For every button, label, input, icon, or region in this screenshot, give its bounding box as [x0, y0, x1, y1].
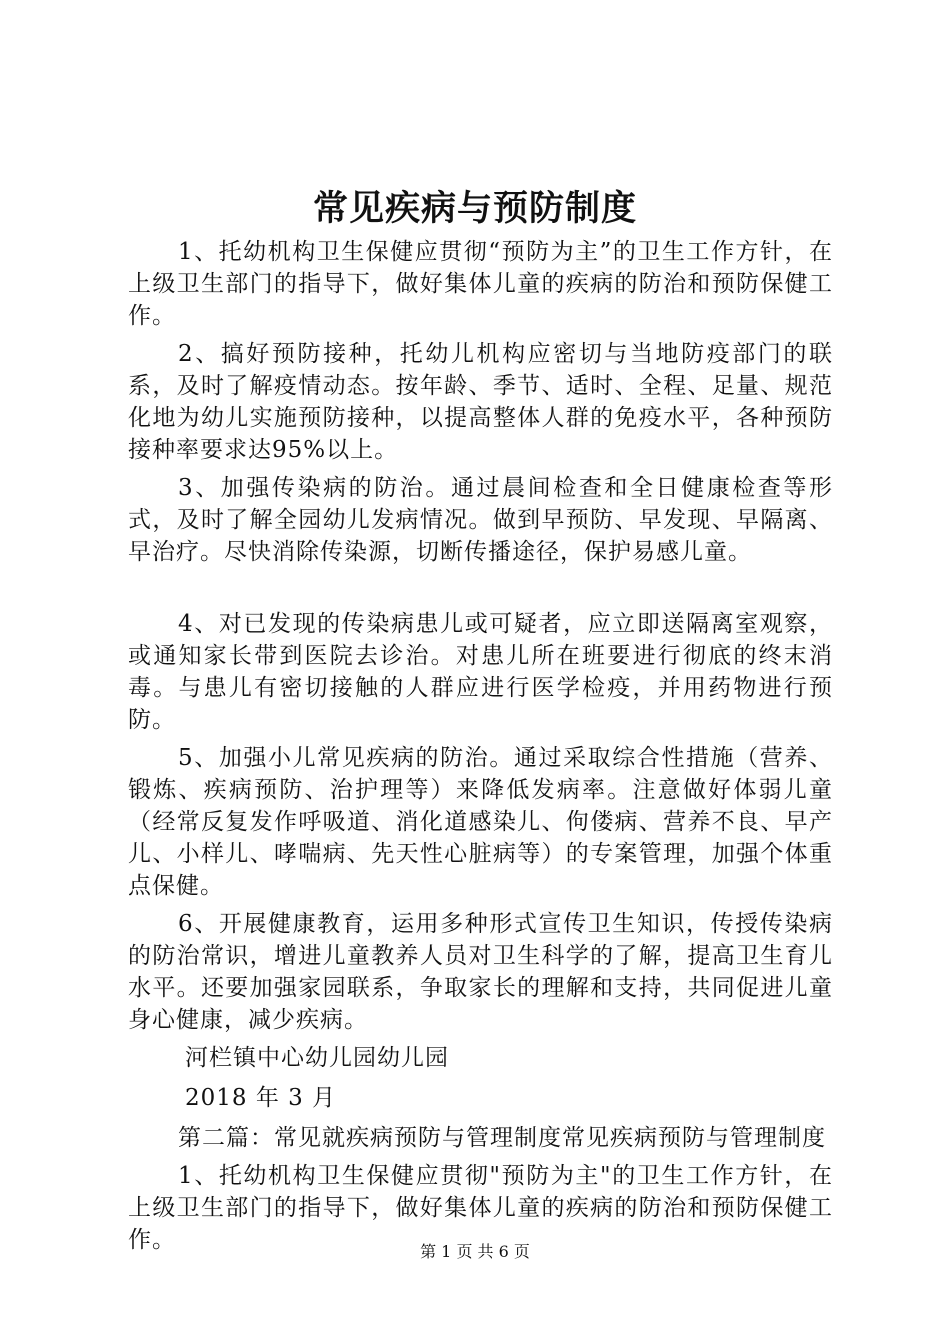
paragraph-5: 5、加强小儿常见疾病的防治。通过采取综合性措施（营养、锻炼、疾病预防、治护理等）来降低发病率。注意做好体弱儿童（经常反复发作呼吸道、消化道感染儿、佝偻病、营养不良、早产儿、小样儿、哮喘病、先天性心脏病等）的专案管理，加强个体重点保健。	[128, 745, 833, 899]
paragraph-2: 2、搞好预防接种，托幼儿机构应密切与当地防疫部门的联系，及时了解疫情动态。按年龄、季节、适时、全程、足量、规范化地为幼儿实施预防接种，以提高整体人群的免疫水平，各种预防接种率要求达95%以上。	[128, 341, 833, 463]
second-section-heading: 第二篇：常见就疾病预防与管理制度常见疾病预防与管理制度	[178, 1125, 826, 1151]
paragraph-3: 3、加强传染病的防治。通过晨间检查和全日健康检查等形式，及时了解全园幼儿发病情况。做到早预防、早发现、早隔离、早治疗。尽快消除传染源，切断传播途径，保护易感儿童。	[128, 475, 833, 565]
paragraph-1: 1、托幼机构卫生保健应贯彻“预防为主”的卫生工作方针，在上级卫生部门的指导下，做好集体儿童的疾病的防治和预防保健工作。	[128, 239, 833, 329]
document-title: 常见疾病与预防制度	[312, 188, 637, 229]
page-number-footer: 第 1 页 共 6 页	[420, 1242, 530, 1261]
second-section-paragraph-1: 1、托幼机构卫生保健应贯彻"预防为主"的卫生工作方针，在上级卫生部门的指导下，做好集体儿童的疾病的防治和预防保健工作。	[128, 1163, 833, 1253]
signature-organization: 河栏镇中心幼儿园幼儿园	[185, 1045, 449, 1071]
document-body	[128, 236, 833, 1262]
paragraph-4: 4、对已发现的传染病患儿或可疑者，应立即送隔离室观察，或通知家长带到医院去诊治。对患儿所在班要进行彻底的终末消毒。与患儿有密切接触的人群应进行医学检疫，并用药物进行预防。	[128, 611, 833, 733]
paragraph-6: 6、开展健康教育，运用多种形式宣传卫生知识，传授传染病的防治常识，增进儿童教养人员对卫生科学的了解，提高卫生育儿水平。还要加强家园联系，争取家长的理解和支持，共同促进儿童身心健康，减少疾病。	[128, 911, 833, 1033]
paragraph-gap	[128, 574, 833, 608]
signature-date: 2018 年 3 月	[185, 1085, 337, 1111]
